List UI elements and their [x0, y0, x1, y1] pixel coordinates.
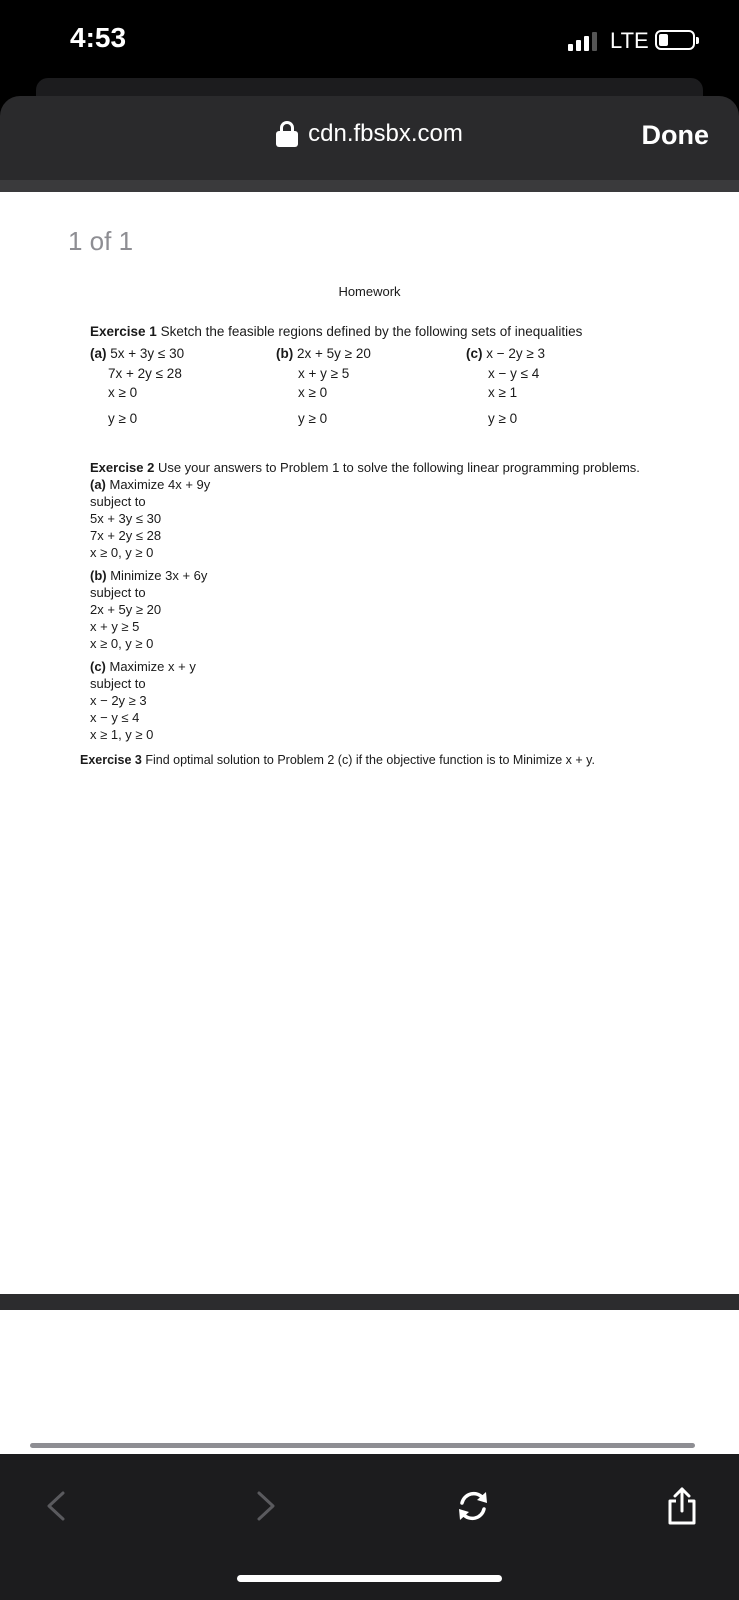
inequality: x ≥ 1 [488, 385, 518, 400]
forward-button[interactable] [244, 1484, 288, 1528]
part-label: (b) [276, 346, 294, 361]
inequality: x + y ≥ 5 [298, 365, 350, 381]
forward-arrow-icon [253, 1489, 279, 1523]
back-button[interactable] [34, 1484, 78, 1528]
exercise-2 [90, 459, 640, 743]
address-bar[interactable] [0, 120, 739, 148]
exercise-1-label: Exercise 1 [90, 324, 157, 339]
battery-icon [655, 30, 695, 50]
constraint-line: subject to [90, 676, 146, 691]
inequality: 5x + 3y ≤ 30 [106, 346, 185, 361]
refresh-button[interactable] [451, 1484, 495, 1528]
exercise-1-part-c [466, 344, 545, 428]
exercise-1-part-a [90, 344, 184, 428]
share-icon [664, 1485, 700, 1527]
constraint-line: subject to [90, 585, 146, 600]
back-arrow-icon [43, 1489, 69, 1523]
status-bar [0, 0, 739, 80]
url-text: cdn.fbsbx.com [308, 120, 463, 147]
browser-header [0, 96, 739, 180]
share-button[interactable] [660, 1484, 704, 1528]
exercise-3-text: Find optimal solution to Problem 2 (c) if the objective function is to Minimize x + y. [141, 753, 595, 767]
constraint-line: x + y ≥ 5 [90, 619, 140, 634]
document-viewer[interactable] [0, 192, 739, 1294]
inequality: x − y ≤ 4 [488, 365, 540, 381]
refresh-icon [453, 1486, 493, 1526]
exercise-1-part-b [276, 344, 371, 428]
exercise-1-text: Sketch the feasible regions defined by the following sets of inequalities [156, 324, 583, 339]
part-label: (c) [466, 346, 483, 361]
clock: 4:53 [70, 22, 127, 53]
part-label: (a) [90, 477, 106, 492]
done-button[interactable]: Done [641, 120, 709, 150]
constraint-line: x − y ≤ 4 [90, 710, 140, 725]
constraint-line: x ≥ 0, y ≥ 0 [90, 545, 154, 560]
exercise-1-heading [90, 324, 582, 339]
page-separator [0, 1294, 739, 1310]
constraint-line: x − 2y ≥ 3 [90, 693, 147, 708]
inequality: y ≥ 0 [108, 410, 138, 426]
constraint-line: subject to [90, 494, 146, 509]
exercise-3-label: Exercise 3 [80, 753, 142, 767]
exercise-2-label: Exercise 2 [90, 460, 155, 475]
inequality: y ≥ 0 [488, 410, 518, 426]
exercise-2-text: Use your answers to Problem 1 to solve the following linear programming problems. [154, 460, 640, 475]
objective: Minimize 3x + 6y [106, 568, 208, 583]
inequality: y ≥ 0 [298, 410, 328, 426]
document-title: Homework [338, 284, 401, 299]
home-indicator[interactable] [237, 1575, 502, 1582]
constraint-line: 5x + 3y ≤ 30 [90, 511, 162, 526]
constraint-line: x ≥ 0, y ≥ 0 [90, 636, 154, 651]
inequality: x − 2y ≥ 3 [482, 346, 546, 361]
page-counter: 1 of 1 [68, 226, 134, 256]
constraint-line: x ≥ 1, y ≥ 0 [90, 727, 154, 742]
part-label: (c) [90, 659, 106, 674]
objective: Maximize 4x + 9y [105, 477, 211, 492]
constraint-line: 2x + 5y ≥ 20 [90, 602, 162, 617]
network-type: LTE [610, 28, 649, 53]
inequality: 2x + 5y ≥ 20 [293, 346, 371, 361]
part-label: (a) [90, 346, 107, 361]
constraint-line: 7x + 2y ≤ 28 [90, 528, 162, 543]
inequality: x ≥ 0 [108, 385, 138, 400]
inequality: x ≥ 0 [298, 385, 328, 400]
inequality: 7x + 2y ≤ 28 [108, 365, 182, 381]
horizontal-scrollbar[interactable] [30, 1443, 695, 1448]
signal-icon [568, 31, 597, 51]
next-page-area [0, 1310, 739, 1454]
objective: Maximize x + y [105, 659, 196, 674]
lock-icon [276, 121, 298, 147]
header-divider [0, 180, 739, 192]
exercise-3 [80, 753, 595, 767]
part-label: (b) [90, 568, 107, 583]
bottom-toolbar [0, 1454, 739, 1600]
